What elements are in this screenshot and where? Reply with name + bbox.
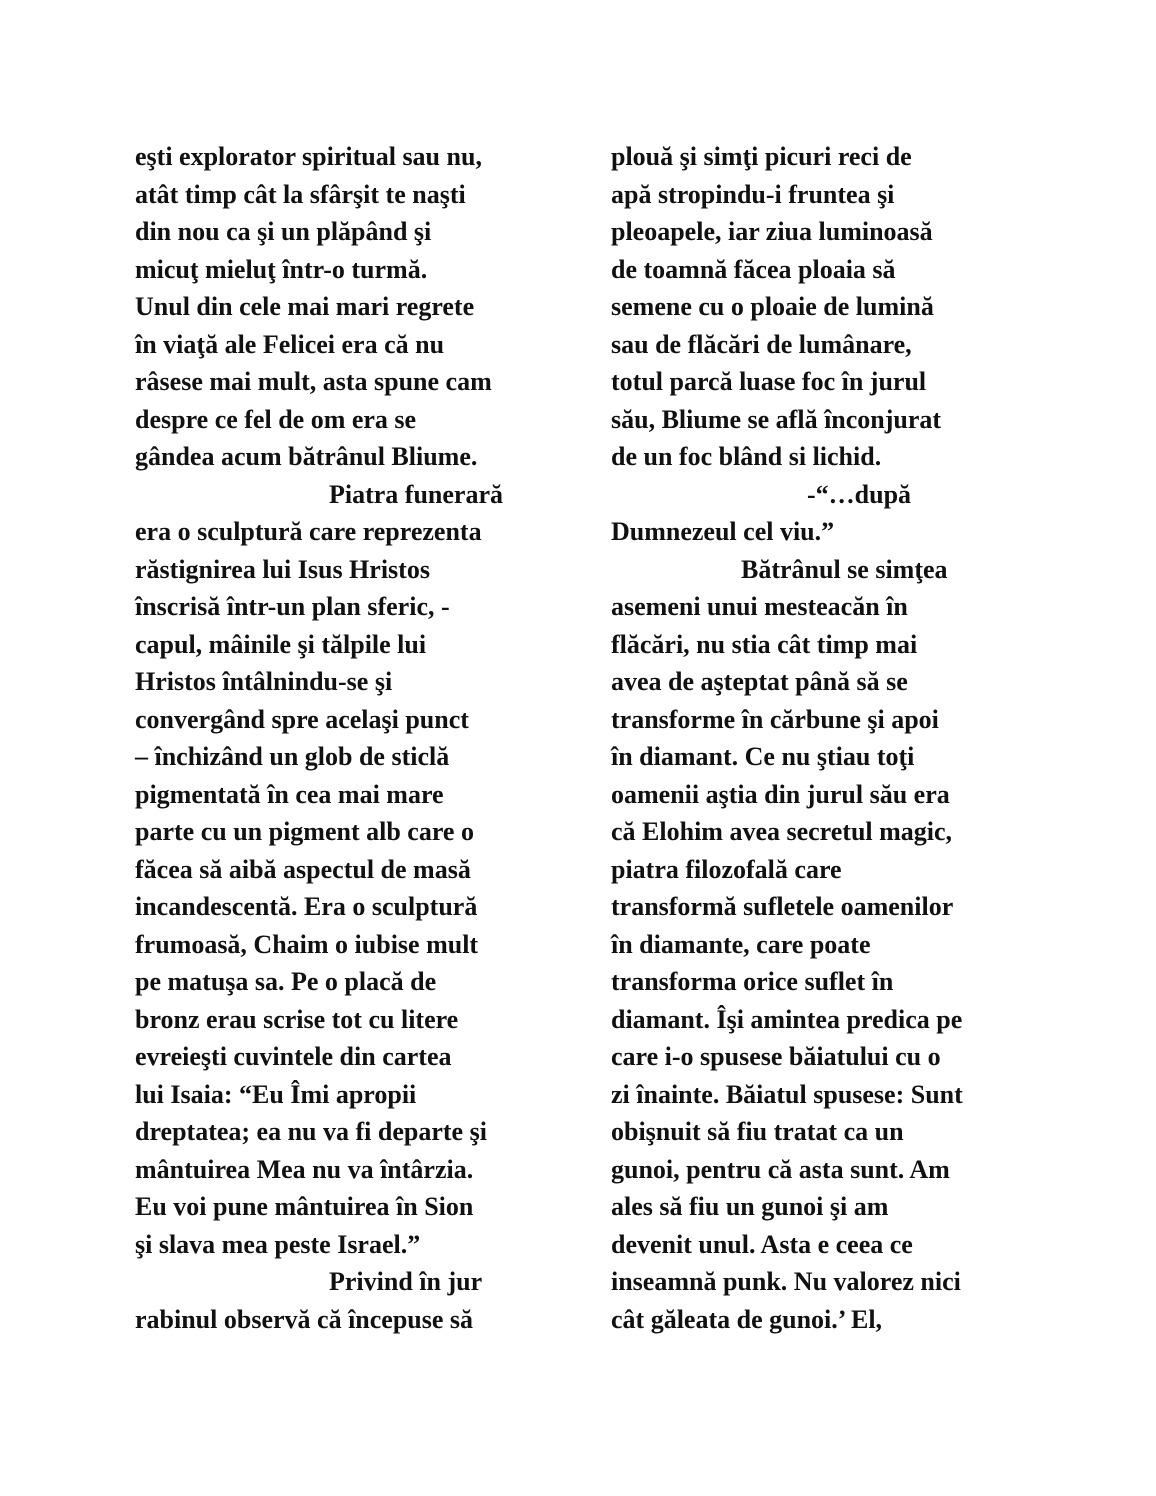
text-line: dreptatea; ea nu va fi departe şi [135,1117,487,1146]
right-text-column [611,138,1031,1338]
text-line: Piatra funerară [329,479,504,509]
text-line: şi slava mea peste Israel.” [135,1229,421,1259]
text-line: de un foc blând si lichid. [611,442,882,471]
text-line: evreieşti cuvintele din cartea [135,1042,452,1071]
text-line: din nou ca şi un plăpând şi [135,217,432,246]
text-line: oamenii aştia din jurul său era [611,779,950,809]
text-line: diamant. Îşi amintea predica pe [611,1004,963,1034]
text-line: semene cu o ploaie de lumină [611,292,934,321]
text-line: capul, mâinile şi tălpile lui [135,629,427,659]
text-line: convergând spre acelaşi punct [135,704,469,734]
left-text-column [135,138,555,1338]
text-line: lui Isaia: “Eu Îmi apropii [135,1079,417,1109]
text-line: Privind în jur [329,1267,483,1296]
text-line: despre ce fel de om era se [135,404,417,434]
text-line: transforma orice suflet în [611,967,894,996]
text-line: – închizând un glob de sticlă [135,742,450,771]
text-line: obişnuit să fiu tratat ca un [611,1117,904,1146]
text-line: sau de flăcări de lumânare, [611,329,912,359]
text-line: devenit unul. Asta e ceea ce [611,1229,913,1259]
text-line: care i-o spusese băiatului cu o [611,1042,941,1071]
text-line: făcea să aibă aspectul de masă [135,854,471,884]
text-line: atât timp cât la sfârşit te naşti [135,179,466,209]
text-line: asemeni unui mesteacăn în [611,592,908,621]
text-line: că Elohim avea secretul magic, [611,817,953,846]
text-line: pe matuşa sa. Pe o placă de [135,967,437,996]
text-line: mântuirea Mea nu va întârzia. [135,1154,474,1184]
text-line: parte cu un pigment alb care o [135,817,474,846]
text-line: pigmentată în cea mai mare [135,779,444,809]
text-line: zi înainte. Băiatul spusese: Sunt [611,1079,963,1109]
text-line: înscrisă într-un plan sferic, - [135,592,450,621]
text-line: bronz erau scrise tot cu litere [135,1004,459,1034]
text-line: plouă şi simţi picuri reci de [611,142,912,171]
text-line: avea de aşteptat până să se [611,667,908,696]
text-line: pleoapele, iar ziua luminoasă [611,217,933,246]
text-line: răstignirea lui Isus Hristos [135,554,430,584]
text-line: în diamant. Ce nu ştiau toţi [611,742,915,771]
text-line: ales să fiu un gunoi şi am [611,1192,889,1221]
text-line: cât găleata de gunoi.’ El, [611,1304,883,1334]
text-line: Unul din cele mai mari regrete [135,292,475,321]
text-line: piatra filozofală care [611,854,842,884]
text-line: micuţ mieluţ într-o turmă. [135,254,428,284]
text-line: râsese mai mult, asta spune cam [135,367,492,396]
text-line: era o sculptură care reprezenta [135,517,482,546]
text-line: său, Bliume se află înconjurat [611,404,942,434]
text-line: transformă sufletele oamenilor [611,892,954,921]
text-line: gunoi, pentru că asta sunt. Am [611,1154,950,1184]
text-line: Hristos întâlnindu-se şi [135,667,393,696]
text-line: incandescentă. Era o sculptură [135,892,478,921]
text-line: eşti explorator spiritual sau nu, [135,142,482,171]
text-line: în viaţă ale Felicei era că nu [135,329,445,359]
text-line: de toamnă făcea ploaia să [611,254,896,284]
text-line: inseamnă punk. Nu valorez nici [611,1267,961,1296]
text-line: totul parcă luase foc în jurul [611,367,927,396]
text-line: rabinul observă că începuse să [135,1304,474,1334]
text-line: transforme în cărbune şi apoi [611,704,939,734]
text-line: în diamante, care poate [611,929,871,959]
text-line: apă stropindu-i fruntea şi [611,179,895,209]
text-line: Bătrânul se simţea [741,554,948,584]
text-line: -“…după [807,479,912,509]
text-line: gândea acum bătrânul Bliume. [135,442,478,471]
text-line: frumoasă, Chaim o iubise mult [135,929,479,959]
text-line: Eu voi pune mântuirea în Sion [135,1192,474,1221]
text-line: Dumnezeul cel viu.” [611,517,835,546]
text-line: flăcări, nu stia cât timp mai [611,629,918,659]
